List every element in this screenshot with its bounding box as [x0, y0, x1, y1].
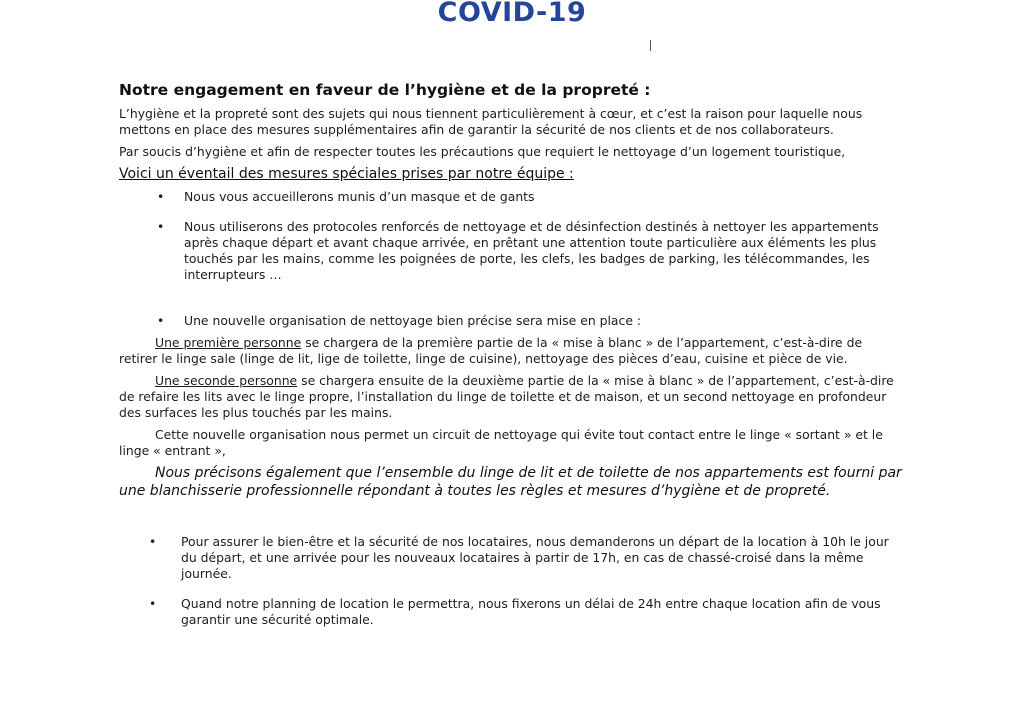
bullet-icon: • — [149, 534, 157, 549]
list-item — [119, 219, 904, 283]
list-item-text: Pour assurer le bien-être et la sécurité de nos locataires, nous demanderons un départ de la location à 10h le jour du départ, et une arrivée pour les nouveaux locataires à partir de 17h, en cas de chassé-croisé dans la même journée. — [181, 534, 889, 581]
list-item — [119, 313, 904, 329]
second-person-paragraph — [119, 373, 904, 421]
measures-list — [119, 189, 904, 329]
list-item-text: Une nouvelle organisation de nettoyage bien précise sera mise en place : — [184, 313, 642, 328]
intro-paragraph: L’hygiène et la propreté sont des sujets qui nous tiennent particulièrement à cœur, et c’est la raison pour laquelle nous mettons en place des mesures supplémentaires afin de garantir la sécurité de nos clients et de nos collaborateurs. — [119, 106, 863, 137]
intro-paragraph: Par soucis d’hygiène et afin de respecter toutes les précautions que requiert le nettoyage d’un logement touristique, — [119, 144, 846, 159]
final-measures-list — [119, 534, 904, 628]
list-item — [119, 189, 904, 205]
list-item-text: Quand notre planning de location le permettra, nous fixerons un délai de 24h entre chaque location afin de vous garantir une sécurité optimale. — [181, 596, 881, 627]
first-person-paragraph — [119, 335, 904, 367]
linen-statement: Nous précisons également que l’ensemble du linge de lit et de toilette de nos appartements est fourni par une blanchisserie professionnelle répondant à toutes les règles et mesures d’hygiène et de propreté. — [119, 465, 902, 499]
page-title: COVID-19 — [437, 0, 587, 28]
bullet-icon: • — [157, 189, 165, 204]
first-person-text: se chargera de la première partie de la « mise à blanc » de l’appartement, c’est-à-dire de retirer le linge sale (linge de lit, lige de toilette, linge de cuisine), nettoyage des pièces d’eau, cuisine et pièce de vie. — [119, 335, 863, 366]
second-person-label: Une seconde personne — [155, 373, 298, 388]
list-item-text: Nous vous accueillerons munis d’un masque et de gants — [184, 189, 535, 204]
bullet-icon: • — [157, 313, 165, 328]
list-item — [119, 596, 904, 628]
list-item — [119, 534, 904, 582]
bullet-icon: • — [149, 596, 157, 611]
section-heading: Notre engagement en faveur de l’hygiène et de la propreté : — [119, 81, 651, 99]
text-cursor — [650, 40, 651, 51]
document-body — [119, 82, 904, 628]
first-person-label: Une première personne — [155, 335, 302, 350]
bullet-icon: • — [157, 219, 165, 234]
measures-subheading: Voici un éventail des mesures spéciales prises par notre équipe : — [119, 166, 574, 182]
second-person-text: se chargera ensuite de la deuxième partie de la « mise à blanc » de l’appartement, c’est-à-dire de refaire les lits avec le linge propre, l’installation du linge de toilette et de maison, et un second nettoyage en profondeur des surfaces les plus touchés par les mains. — [119, 373, 894, 420]
organisation-paragraph: Cette nouvelle organisation nous permet un circuit de nettoyage qui évite tout contact entre le linge « sortant » et le linge « entrant », — [119, 427, 883, 458]
list-item-text: Nous utiliserons des protocoles renforcés de nettoyage et de désinfection destinés à nettoyer les appartements après chaque départ et avant chaque arrivée, en prêtant une attention toute particulière aux éléments les plus touchés par les mains, comme les poignées de porte, les clefs, les badges de parking, les télécommandes, les interrupteurs … — [184, 219, 879, 282]
